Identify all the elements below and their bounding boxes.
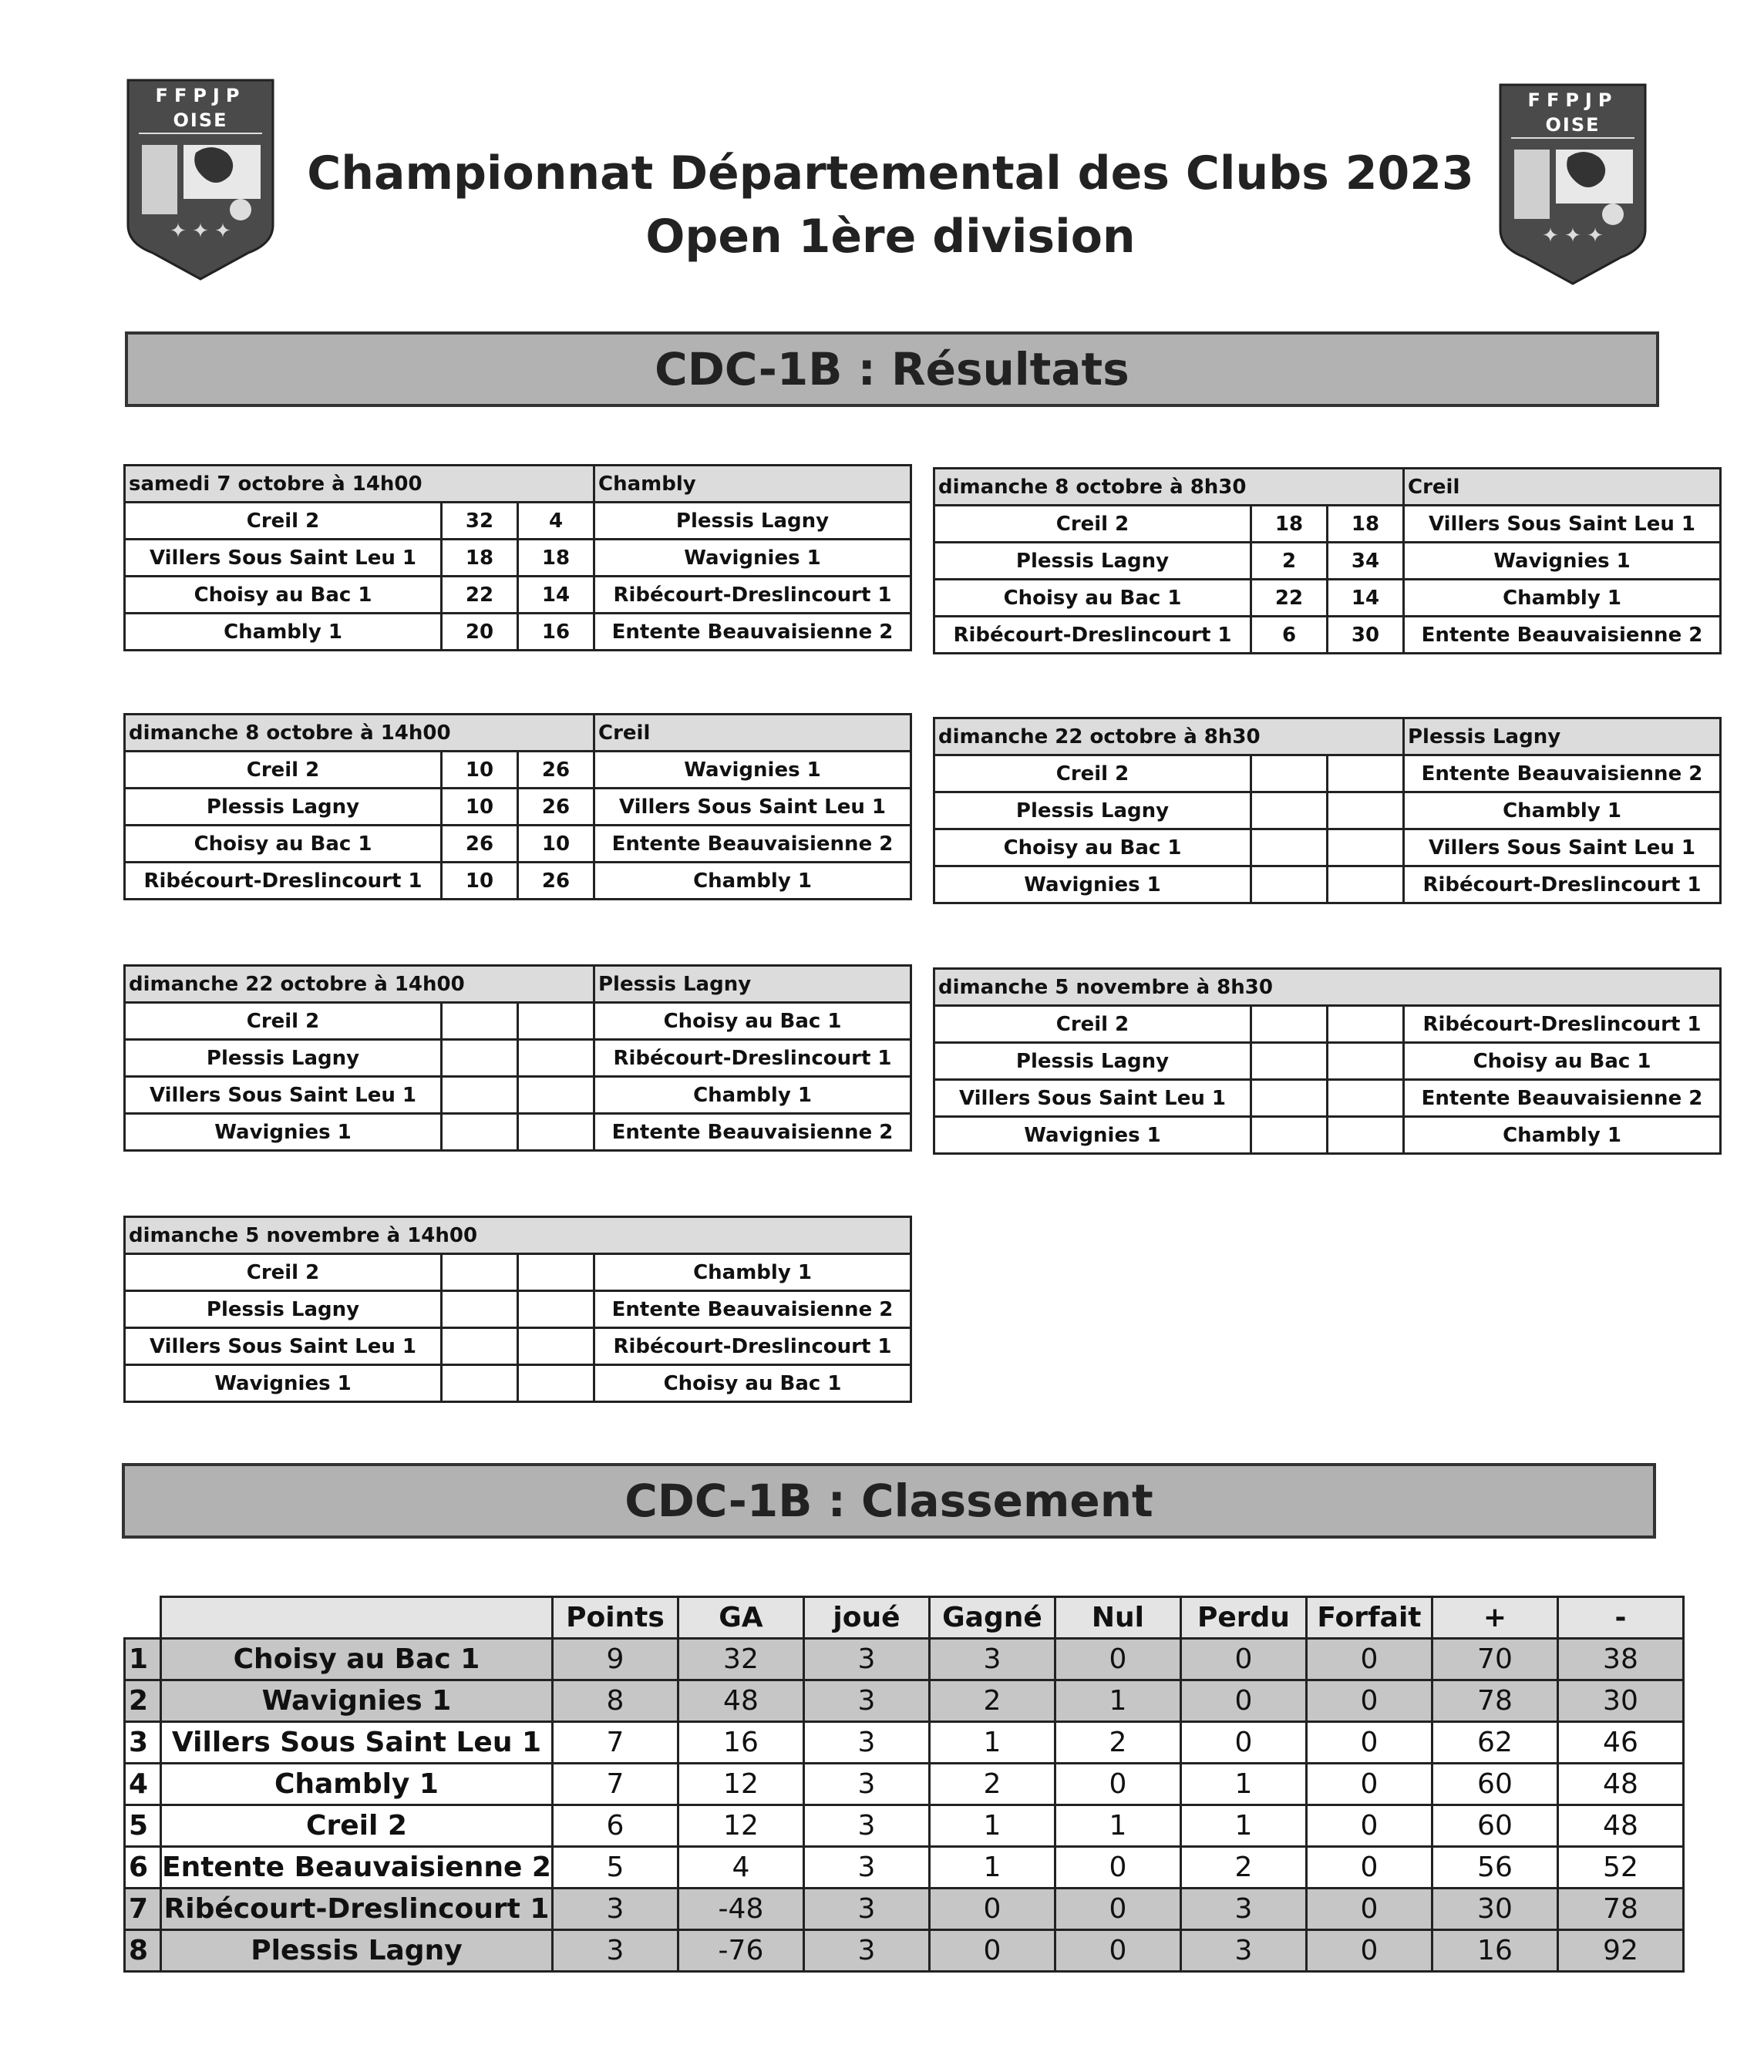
- home-score: [1251, 792, 1328, 829]
- match-row: [125, 577, 911, 614]
- away-team: Entente Beauvaisienne 2: [594, 1114, 911, 1151]
- home-team: Creil 2: [125, 1254, 442, 1291]
- home-team: Plessis Lagny: [934, 1043, 1251, 1080]
- club-name: Chambly 1: [161, 1764, 553, 1805]
- match-row: [934, 866, 1721, 903]
- away-team: Ribécourt-Dreslincourt 1: [594, 1328, 911, 1365]
- home-team: Creil 2: [125, 503, 442, 540]
- rank: 2: [125, 1680, 161, 1722]
- home-score: 10: [442, 789, 518, 826]
- round-table-5: [123, 964, 912, 1152]
- points: 7: [552, 1722, 678, 1764]
- lost: 0: [1180, 1680, 1306, 1722]
- home-score: 18: [1251, 506, 1328, 543]
- goal-average: 32: [678, 1639, 803, 1680]
- forfeit: 0: [1306, 1680, 1432, 1722]
- club-name: Plessis Lagny: [161, 1930, 553, 1972]
- forfeit: 0: [1306, 1764, 1432, 1805]
- home-team: Plessis Lagny: [934, 543, 1251, 580]
- drawn: 0: [1055, 1889, 1180, 1930]
- home-team: Wavignies 1: [934, 1117, 1251, 1154]
- match-row: [125, 1077, 911, 1114]
- lost: 3: [1180, 1889, 1306, 1930]
- away-team: Chambly 1: [594, 1077, 911, 1114]
- away-score: [1328, 1006, 1404, 1043]
- match-row: [125, 503, 911, 540]
- home-score: [442, 1077, 518, 1114]
- away-team: Chambly 1: [1404, 580, 1721, 617]
- away-team: Wavignies 1: [594, 540, 911, 577]
- points-against: 48: [1557, 1805, 1683, 1847]
- round-venue: Plessis Lagny: [1404, 718, 1721, 755]
- home-team: Plessis Lagny: [934, 792, 1251, 829]
- away-score: [518, 1114, 594, 1151]
- won: 0: [929, 1889, 1055, 1930]
- points: 3: [552, 1930, 678, 1972]
- home-team: Chambly 1: [125, 614, 442, 651]
- away-score: 30: [1328, 617, 1404, 654]
- played: 3: [803, 1722, 929, 1764]
- away-score: 18: [518, 540, 594, 577]
- away-team: Choisy au Bac 1: [594, 1003, 911, 1040]
- points-against: 52: [1557, 1847, 1683, 1889]
- home-team: Plessis Lagny: [125, 789, 442, 826]
- drawn: 1: [1055, 1805, 1180, 1847]
- forfeit: 0: [1306, 1889, 1432, 1930]
- standings-row: [125, 1805, 1684, 1847]
- goal-average: 12: [678, 1805, 803, 1847]
- away-score: 16: [518, 614, 594, 651]
- standings-row: [125, 1764, 1684, 1805]
- home-score: [1251, 755, 1328, 792]
- away-team: Villers Sous Saint Leu 1: [1404, 506, 1721, 543]
- match-row: [934, 829, 1721, 866]
- page-subtitle: Open 1ère division: [645, 210, 1136, 264]
- goal-average: -76: [678, 1930, 803, 1972]
- home-team: Creil 2: [125, 752, 442, 789]
- match-row: [125, 826, 911, 863]
- home-team: Choisy au Bac 1: [125, 826, 442, 863]
- away-team: Entente Beauvaisienne 2: [594, 614, 911, 651]
- standings-row: [125, 1722, 1684, 1764]
- points: 7: [552, 1764, 678, 1805]
- home-team: Ribécourt-Dreslincourt 1: [125, 863, 442, 900]
- standings-row: [125, 1889, 1684, 1930]
- match-row: [125, 863, 911, 900]
- away-team: Villers Sous Saint Leu 1: [594, 789, 911, 826]
- header-ga: GA: [678, 1597, 803, 1639]
- away-score: [518, 1328, 594, 1365]
- points: 8: [552, 1680, 678, 1722]
- page-title: Championnat Départemental des Clubs 2023: [307, 146, 1474, 200]
- points: 5: [552, 1847, 678, 1889]
- played: 3: [803, 1764, 929, 1805]
- club-name: Villers Sous Saint Leu 1: [161, 1722, 553, 1764]
- home-score: [442, 1040, 518, 1077]
- away-team: Entente Beauvaisienne 2: [1404, 617, 1721, 654]
- home-score: 10: [442, 752, 518, 789]
- match-row: [934, 543, 1721, 580]
- home-team: Wavignies 1: [934, 866, 1251, 903]
- away-team: Chambly 1: [1404, 1117, 1721, 1154]
- away-score: 26: [518, 863, 594, 900]
- standings-row: [125, 1930, 1684, 1972]
- won: 2: [929, 1764, 1055, 1805]
- away-team: Choisy au Bac 1: [1404, 1043, 1721, 1080]
- home-score: [1251, 1006, 1328, 1043]
- won: 1: [929, 1805, 1055, 1847]
- home-score: 10: [442, 863, 518, 900]
- home-score: [1251, 1043, 1328, 1080]
- won: 3: [929, 1639, 1055, 1680]
- points-for: 70: [1432, 1639, 1557, 1680]
- drawn: 0: [1055, 1847, 1180, 1889]
- round-venue: Creil: [1404, 469, 1721, 506]
- club-name: Ribécourt-Dreslincourt 1: [161, 1889, 553, 1930]
- header-joue: joué: [803, 1597, 929, 1639]
- away-score: 14: [1328, 580, 1404, 617]
- match-row: [125, 1291, 911, 1328]
- lost: 1: [1180, 1805, 1306, 1847]
- points: 6: [552, 1805, 678, 1847]
- match-row: [125, 752, 911, 789]
- away-team: Entente Beauvaisienne 2: [1404, 755, 1721, 792]
- header-perdu: Perdu: [1180, 1597, 1306, 1639]
- home-score: [442, 1365, 518, 1402]
- match-row: [934, 617, 1721, 654]
- away-score: [1328, 866, 1404, 903]
- logo-line2: OISE: [1545, 114, 1601, 136]
- away-team: Wavignies 1: [1404, 543, 1721, 580]
- away-score: [518, 1254, 594, 1291]
- round-table-2: [933, 467, 1722, 654]
- round-date: samedi 7 octobre à 14h00: [125, 466, 594, 503]
- lost: 1: [1180, 1764, 1306, 1805]
- club-name: Creil 2: [161, 1805, 553, 1847]
- match-row: [934, 1080, 1721, 1117]
- round-date: dimanche 8 octobre à 8h30: [934, 469, 1404, 506]
- away-team: Chambly 1: [594, 1254, 911, 1291]
- club-name: Wavignies 1: [161, 1680, 553, 1722]
- round-table-7: [123, 1216, 912, 1403]
- header-rank: [125, 1597, 161, 1639]
- away-team: Chambly 1: [594, 863, 911, 900]
- lost: 0: [1180, 1722, 1306, 1764]
- home-score: [442, 1003, 518, 1040]
- away-team: Entente Beauvaisienne 2: [594, 1291, 911, 1328]
- round-date: dimanche 5 novembre à 14h00: [125, 1217, 911, 1254]
- header-forfait: Forfait: [1306, 1597, 1432, 1639]
- home-score: [442, 1254, 518, 1291]
- away-team: Plessis Lagny: [594, 503, 911, 540]
- round-date: dimanche 8 octobre à 14h00: [125, 715, 594, 752]
- away-score: [1328, 755, 1404, 792]
- away-score: 18: [1328, 506, 1404, 543]
- header-club: [161, 1597, 553, 1639]
- away-score: [518, 1040, 594, 1077]
- rank: 7: [125, 1889, 161, 1930]
- lost: 2: [1180, 1847, 1306, 1889]
- club-name: Entente Beauvaisienne 2: [161, 1847, 553, 1889]
- round-table-1: [123, 464, 912, 651]
- home-team: Villers Sous Saint Leu 1: [125, 1328, 442, 1365]
- home-score: 6: [1251, 617, 1328, 654]
- home-team: Plessis Lagny: [125, 1291, 442, 1328]
- round-date: dimanche 5 novembre à 8h30: [934, 969, 1721, 1006]
- home-score: 32: [442, 503, 518, 540]
- rank: 5: [125, 1805, 161, 1847]
- match-row: [934, 1043, 1721, 1080]
- points-for: 56: [1432, 1847, 1557, 1889]
- away-score: [518, 1003, 594, 1040]
- goal-average: 4: [678, 1847, 803, 1889]
- forfeit: 0: [1306, 1930, 1432, 1972]
- drawn: 0: [1055, 1930, 1180, 1972]
- rank: 1: [125, 1639, 161, 1680]
- points-against: 92: [1557, 1930, 1683, 1972]
- round-venue: Plessis Lagny: [594, 966, 911, 1003]
- home-team: Choisy au Bac 1: [934, 580, 1251, 617]
- away-team: Ribécourt-Dreslincourt 1: [594, 1040, 911, 1077]
- match-row: [125, 1254, 911, 1291]
- points-for: 62: [1432, 1722, 1557, 1764]
- away-score: [518, 1365, 594, 1402]
- away-team: Entente Beauvaisienne 2: [1404, 1080, 1721, 1117]
- away-score: 26: [518, 789, 594, 826]
- away-score: [1328, 1080, 1404, 1117]
- drawn: 0: [1055, 1764, 1180, 1805]
- home-score: 22: [1251, 580, 1328, 617]
- away-team: Ribécourt-Dreslincourt 1: [1404, 866, 1721, 903]
- standings-row: [125, 1639, 1684, 1680]
- round-table-3: [123, 713, 912, 900]
- away-team: Choisy au Bac 1: [594, 1365, 911, 1402]
- away-team: Chambly 1: [1404, 792, 1721, 829]
- rank: 8: [125, 1930, 161, 1972]
- round-date: dimanche 22 octobre à 8h30: [934, 718, 1404, 755]
- home-score: [442, 1114, 518, 1151]
- home-score: [1251, 829, 1328, 866]
- home-team: Villers Sous Saint Leu 1: [125, 540, 442, 577]
- match-row: [934, 792, 1721, 829]
- header-points: Points: [552, 1597, 678, 1639]
- home-score: [1251, 1117, 1328, 1154]
- home-team: Plessis Lagny: [125, 1040, 442, 1077]
- home-score: [442, 1328, 518, 1365]
- points-against: 78: [1557, 1889, 1683, 1930]
- home-score: 20: [442, 614, 518, 651]
- logo-line1: FFPJP: [155, 85, 246, 106]
- lost: 0: [1180, 1639, 1306, 1680]
- away-score: [518, 1077, 594, 1114]
- home-team: Choisy au Bac 1: [934, 829, 1251, 866]
- home-team: Creil 2: [934, 506, 1251, 543]
- away-team: Entente Beauvaisienne 2: [594, 826, 911, 863]
- played: 3: [803, 1680, 929, 1722]
- away-score: 4: [518, 503, 594, 540]
- points-for: 16: [1432, 1930, 1557, 1972]
- forfeit: 0: [1306, 1639, 1432, 1680]
- header-nul: Nul: [1055, 1597, 1180, 1639]
- home-team: Creil 2: [125, 1003, 442, 1040]
- away-team: Wavignies 1: [594, 752, 911, 789]
- away-team: Ribécourt-Dreslincourt 1: [594, 577, 911, 614]
- standings-table: [123, 1596, 1685, 1973]
- points-against: 48: [1557, 1764, 1683, 1805]
- match-row: [934, 580, 1721, 617]
- away-score: 34: [1328, 543, 1404, 580]
- round-date: dimanche 22 octobre à 14h00: [125, 966, 594, 1003]
- lost: 3: [1180, 1930, 1306, 1972]
- standings-banner: CDC-1B : Classement: [122, 1463, 1656, 1539]
- home-score: [442, 1291, 518, 1328]
- home-team: Creil 2: [934, 1006, 1251, 1043]
- away-score: [1328, 1117, 1404, 1154]
- home-team: Villers Sous Saint Leu 1: [934, 1080, 1251, 1117]
- match-row: [934, 755, 1721, 792]
- home-score: 2: [1251, 543, 1328, 580]
- home-score: [1251, 1080, 1328, 1117]
- svg-text:✦ ✦ ✦: ✦ ✦ ✦: [1542, 224, 1604, 247]
- standings-row: [125, 1847, 1684, 1889]
- home-score: [1251, 866, 1328, 903]
- points: 3: [552, 1889, 678, 1930]
- played: 3: [803, 1847, 929, 1889]
- drawn: 1: [1055, 1680, 1180, 1722]
- match-row: [125, 1040, 911, 1077]
- match-row: [125, 1003, 911, 1040]
- match-row: [934, 506, 1721, 543]
- rank: 6: [125, 1847, 161, 1889]
- away-score: 14: [518, 577, 594, 614]
- home-team: Villers Sous Saint Leu 1: [125, 1077, 442, 1114]
- goal-average: 16: [678, 1722, 803, 1764]
- played: 3: [803, 1805, 929, 1847]
- round-venue: Chambly: [594, 466, 911, 503]
- rank: 4: [125, 1764, 161, 1805]
- match-row: [934, 1117, 1721, 1154]
- round-table-6: [933, 967, 1722, 1155]
- goal-average: 12: [678, 1764, 803, 1805]
- away-score: [1328, 792, 1404, 829]
- home-team: Wavignies 1: [125, 1114, 442, 1151]
- logo-line2: OISE: [173, 109, 228, 131]
- forfeit: 0: [1306, 1805, 1432, 1847]
- home-score: 18: [442, 540, 518, 577]
- won: 1: [929, 1847, 1055, 1889]
- home-team: Creil 2: [934, 755, 1251, 792]
- goal-average: 48: [678, 1680, 803, 1722]
- points-for: 78: [1432, 1680, 1557, 1722]
- svg-text:✦ ✦ ✦: ✦ ✦ ✦: [170, 219, 231, 242]
- club-name: Choisy au Bac 1: [161, 1639, 553, 1680]
- match-row: [934, 1006, 1721, 1043]
- away-score: 26: [518, 752, 594, 789]
- played: 3: [803, 1639, 929, 1680]
- drawn: 2: [1055, 1722, 1180, 1764]
- away-team: Ribécourt-Dreslincourt 1: [1404, 1006, 1721, 1043]
- header-gagne: Gagné: [929, 1597, 1055, 1639]
- away-score: [1328, 1043, 1404, 1080]
- points-for: 60: [1432, 1805, 1557, 1847]
- rank: 3: [125, 1722, 161, 1764]
- header-minus: -: [1557, 1597, 1683, 1639]
- drawn: 0: [1055, 1639, 1180, 1680]
- points-against: 38: [1557, 1639, 1683, 1680]
- home-team: Choisy au Bac 1: [125, 577, 442, 614]
- results-banner: CDC-1B : Résultats: [125, 331, 1659, 407]
- home-team: Ribécourt-Dreslincourt 1: [934, 617, 1251, 654]
- played: 3: [803, 1930, 929, 1972]
- match-row: [125, 1365, 911, 1402]
- home-score: 26: [442, 826, 518, 863]
- logo-line1: FFPJP: [1527, 89, 1618, 111]
- round-venue: Creil: [594, 715, 911, 752]
- home-score: 22: [442, 577, 518, 614]
- away-score: 10: [518, 826, 594, 863]
- standings-row: [125, 1680, 1684, 1722]
- played: 3: [803, 1889, 929, 1930]
- away-score: [1328, 829, 1404, 866]
- won: 0: [929, 1930, 1055, 1972]
- won: 1: [929, 1722, 1055, 1764]
- won: 2: [929, 1680, 1055, 1722]
- points-for: 60: [1432, 1764, 1557, 1805]
- match-row: [125, 614, 911, 651]
- away-team: Villers Sous Saint Leu 1: [1404, 829, 1721, 866]
- home-team: Wavignies 1: [125, 1365, 442, 1402]
- match-row: [125, 1328, 911, 1365]
- away-score: [518, 1291, 594, 1328]
- match-row: [125, 1114, 911, 1151]
- match-row: [125, 540, 911, 577]
- match-row: [125, 789, 911, 826]
- header-plus: +: [1432, 1597, 1557, 1639]
- points-for: 30: [1432, 1889, 1557, 1930]
- round-table-4: [933, 717, 1722, 904]
- points-against: 30: [1557, 1680, 1683, 1722]
- points-against: 46: [1557, 1722, 1683, 1764]
- goal-average: -48: [678, 1889, 803, 1930]
- standings-header-row: [125, 1597, 1684, 1639]
- points: 9: [552, 1639, 678, 1680]
- forfeit: 0: [1306, 1722, 1432, 1764]
- forfeit: 0: [1306, 1847, 1432, 1889]
